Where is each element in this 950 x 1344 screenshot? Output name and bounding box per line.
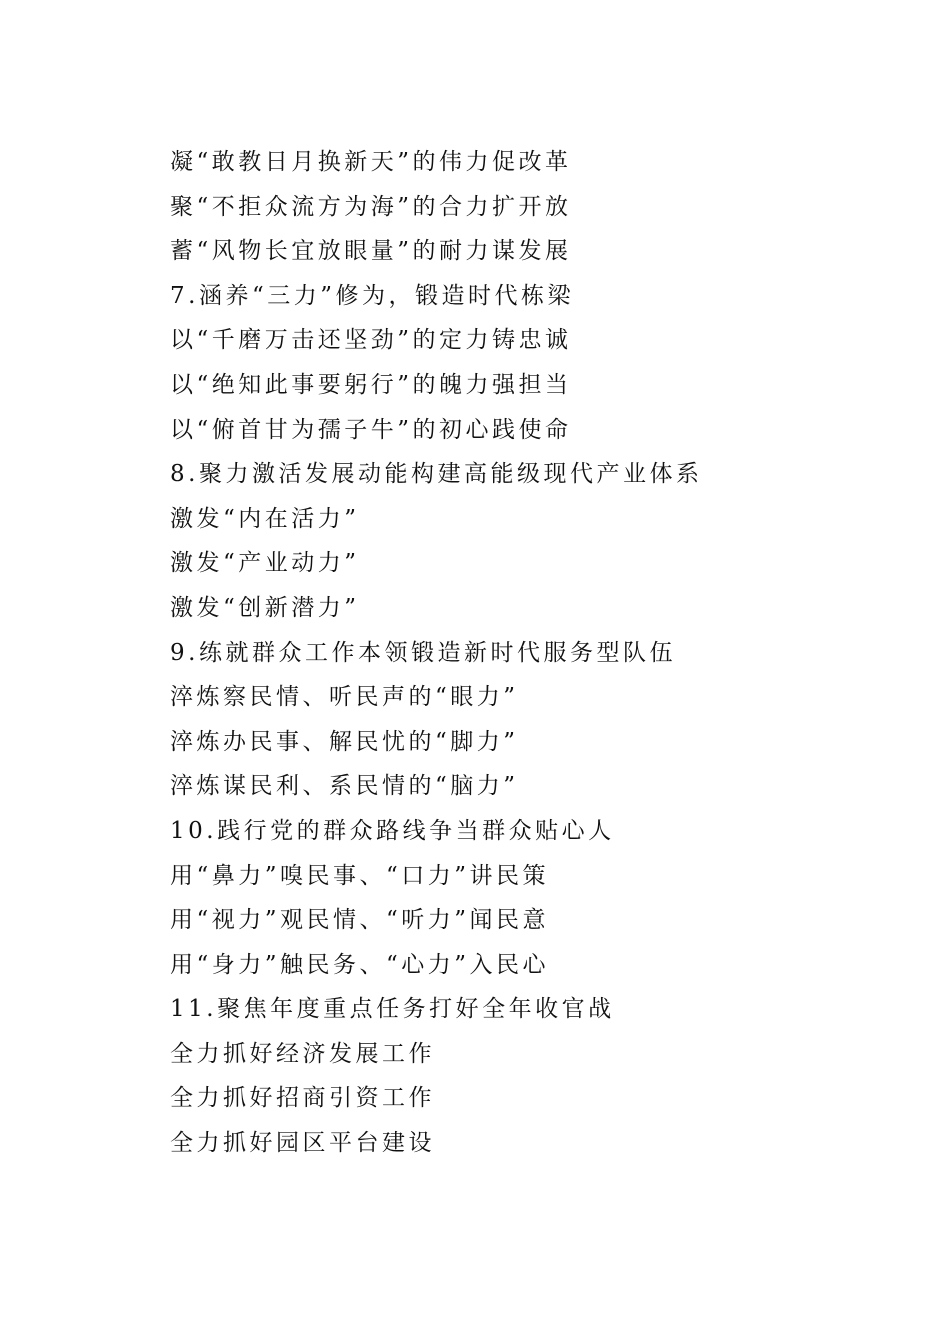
text-line: 聚“不拒众流方为海”的合力扩开放 — [170, 193, 572, 220]
text-line: 蓄“风物长宜放眼量”的耐力谋发展 — [170, 238, 572, 265]
text-line: 用“视力”观民情、“听力”闻民意 — [170, 907, 550, 934]
text-line: 激发“创新潜力” — [170, 594, 360, 621]
text-line: 全力抓好招商引资工作 — [170, 1085, 435, 1112]
section-heading: 8.聚力激活发展动能构建高能级现代产业体系 — [170, 461, 703, 488]
text-line: 凝“敢教日月换新天”的伟力促改革 — [170, 149, 572, 175]
text-line: 用“鼻力”嗅民事、“口力”讲民策 — [170, 862, 550, 889]
text-line: 激发“产业动力” — [170, 550, 360, 577]
text-line: 全力抓好经济发展工作 — [170, 1040, 435, 1067]
section-heading: 7.涵养“三力”修为，锻造时代栋梁 — [170, 282, 574, 309]
text-line: 以“俯首甘为孺子牛”的初心践使命 — [170, 416, 572, 443]
text-line: 以“千磨万击还坚劲”的定力铸忠诚 — [170, 327, 572, 354]
section-heading: 9.练就群众工作本领锻造新时代服务型队伍 — [170, 639, 676, 666]
text-line: 淬炼谋民利、系民情的“脑力” — [170, 773, 519, 800]
text-line: 激发“内在活力” — [170, 505, 360, 532]
section-heading: 11.聚焦年度重点任务打好全年收官战 — [170, 996, 615, 1023]
text-line: 淬炼察民情、听民声的“眼力” — [170, 684, 519, 711]
text-line: 全力抓好园区平台建设 — [170, 1130, 435, 1157]
text-line: 以“绝知此事要躬行”的魄力强担当 — [170, 371, 572, 398]
document-body — [170, 140, 870, 1166]
section-heading: 10.践行党的群众路线争当群众贴心人 — [170, 817, 615, 844]
text-line: 淬炼办民事、解民忧的“脚力” — [170, 728, 519, 755]
text-line: 用“身力”触民务、“心力”入民心 — [170, 951, 550, 978]
